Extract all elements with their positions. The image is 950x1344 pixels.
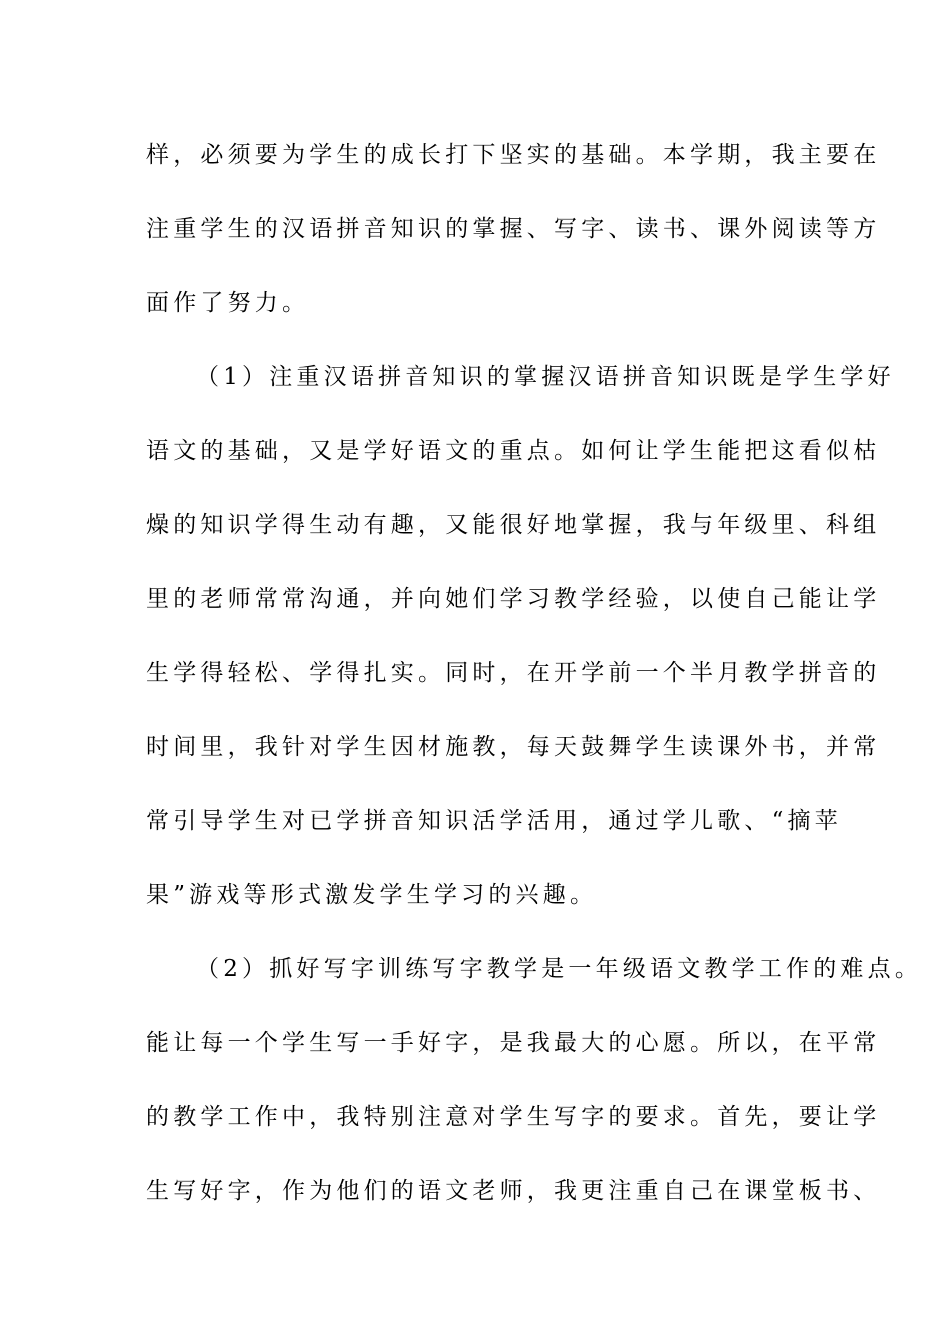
text-line: 注重学生的汉语拼音知识的掌握、写字、读书、课外阅读等方 bbox=[146, 216, 881, 242]
text-line: 生学得轻松、学得扎实。同时，在开学前一个半月教学拼音的 bbox=[146, 660, 881, 686]
text-line: 的教学工作中，我特别注意对学生写字的要求。首先，要让学 bbox=[146, 1104, 881, 1130]
text-line: 燥的知识学得生动有趣，又能很好地掌握，我与年级里、科组 bbox=[146, 512, 881, 538]
text-line: 果”游戏等形式激发学生学习的兴趣。 bbox=[146, 882, 598, 908]
text-line: 语文的基础，又是学好语文的重点。如何让学生能把这看似枯 bbox=[146, 438, 881, 464]
paragraph-start-line: （1）注重汉语拼音知识的掌握汉语拼音知识既是学生学好 bbox=[196, 364, 895, 390]
text-line: 常引导学生对已学拼音知识活学活用，通过学儿歌、“摘苹 bbox=[146, 808, 842, 834]
text-line: 生写好字，作为他们的语文老师，我更注重自己在课堂板书、 bbox=[146, 1178, 881, 1204]
text-line: 样，必须要为学生的成长打下坚实的基础。本学期，我主要在 bbox=[146, 142, 881, 168]
text-line: 里的老师常常沟通，并向她们学习教学经验，以使自己能让学 bbox=[146, 586, 881, 612]
text-line: 时间里，我针对学生因材施教，每天鼓舞学生读课外书，并常 bbox=[146, 734, 881, 760]
text-line: 面作了努力。 bbox=[146, 290, 310, 316]
paragraph-start-line: （2）抓好写字训练写字教学是一年级语文教学工作的难点。 bbox=[196, 956, 923, 982]
text-line: 能让每一个学生写一手好字，是我最大的心愿。所以，在平常 bbox=[146, 1030, 881, 1056]
